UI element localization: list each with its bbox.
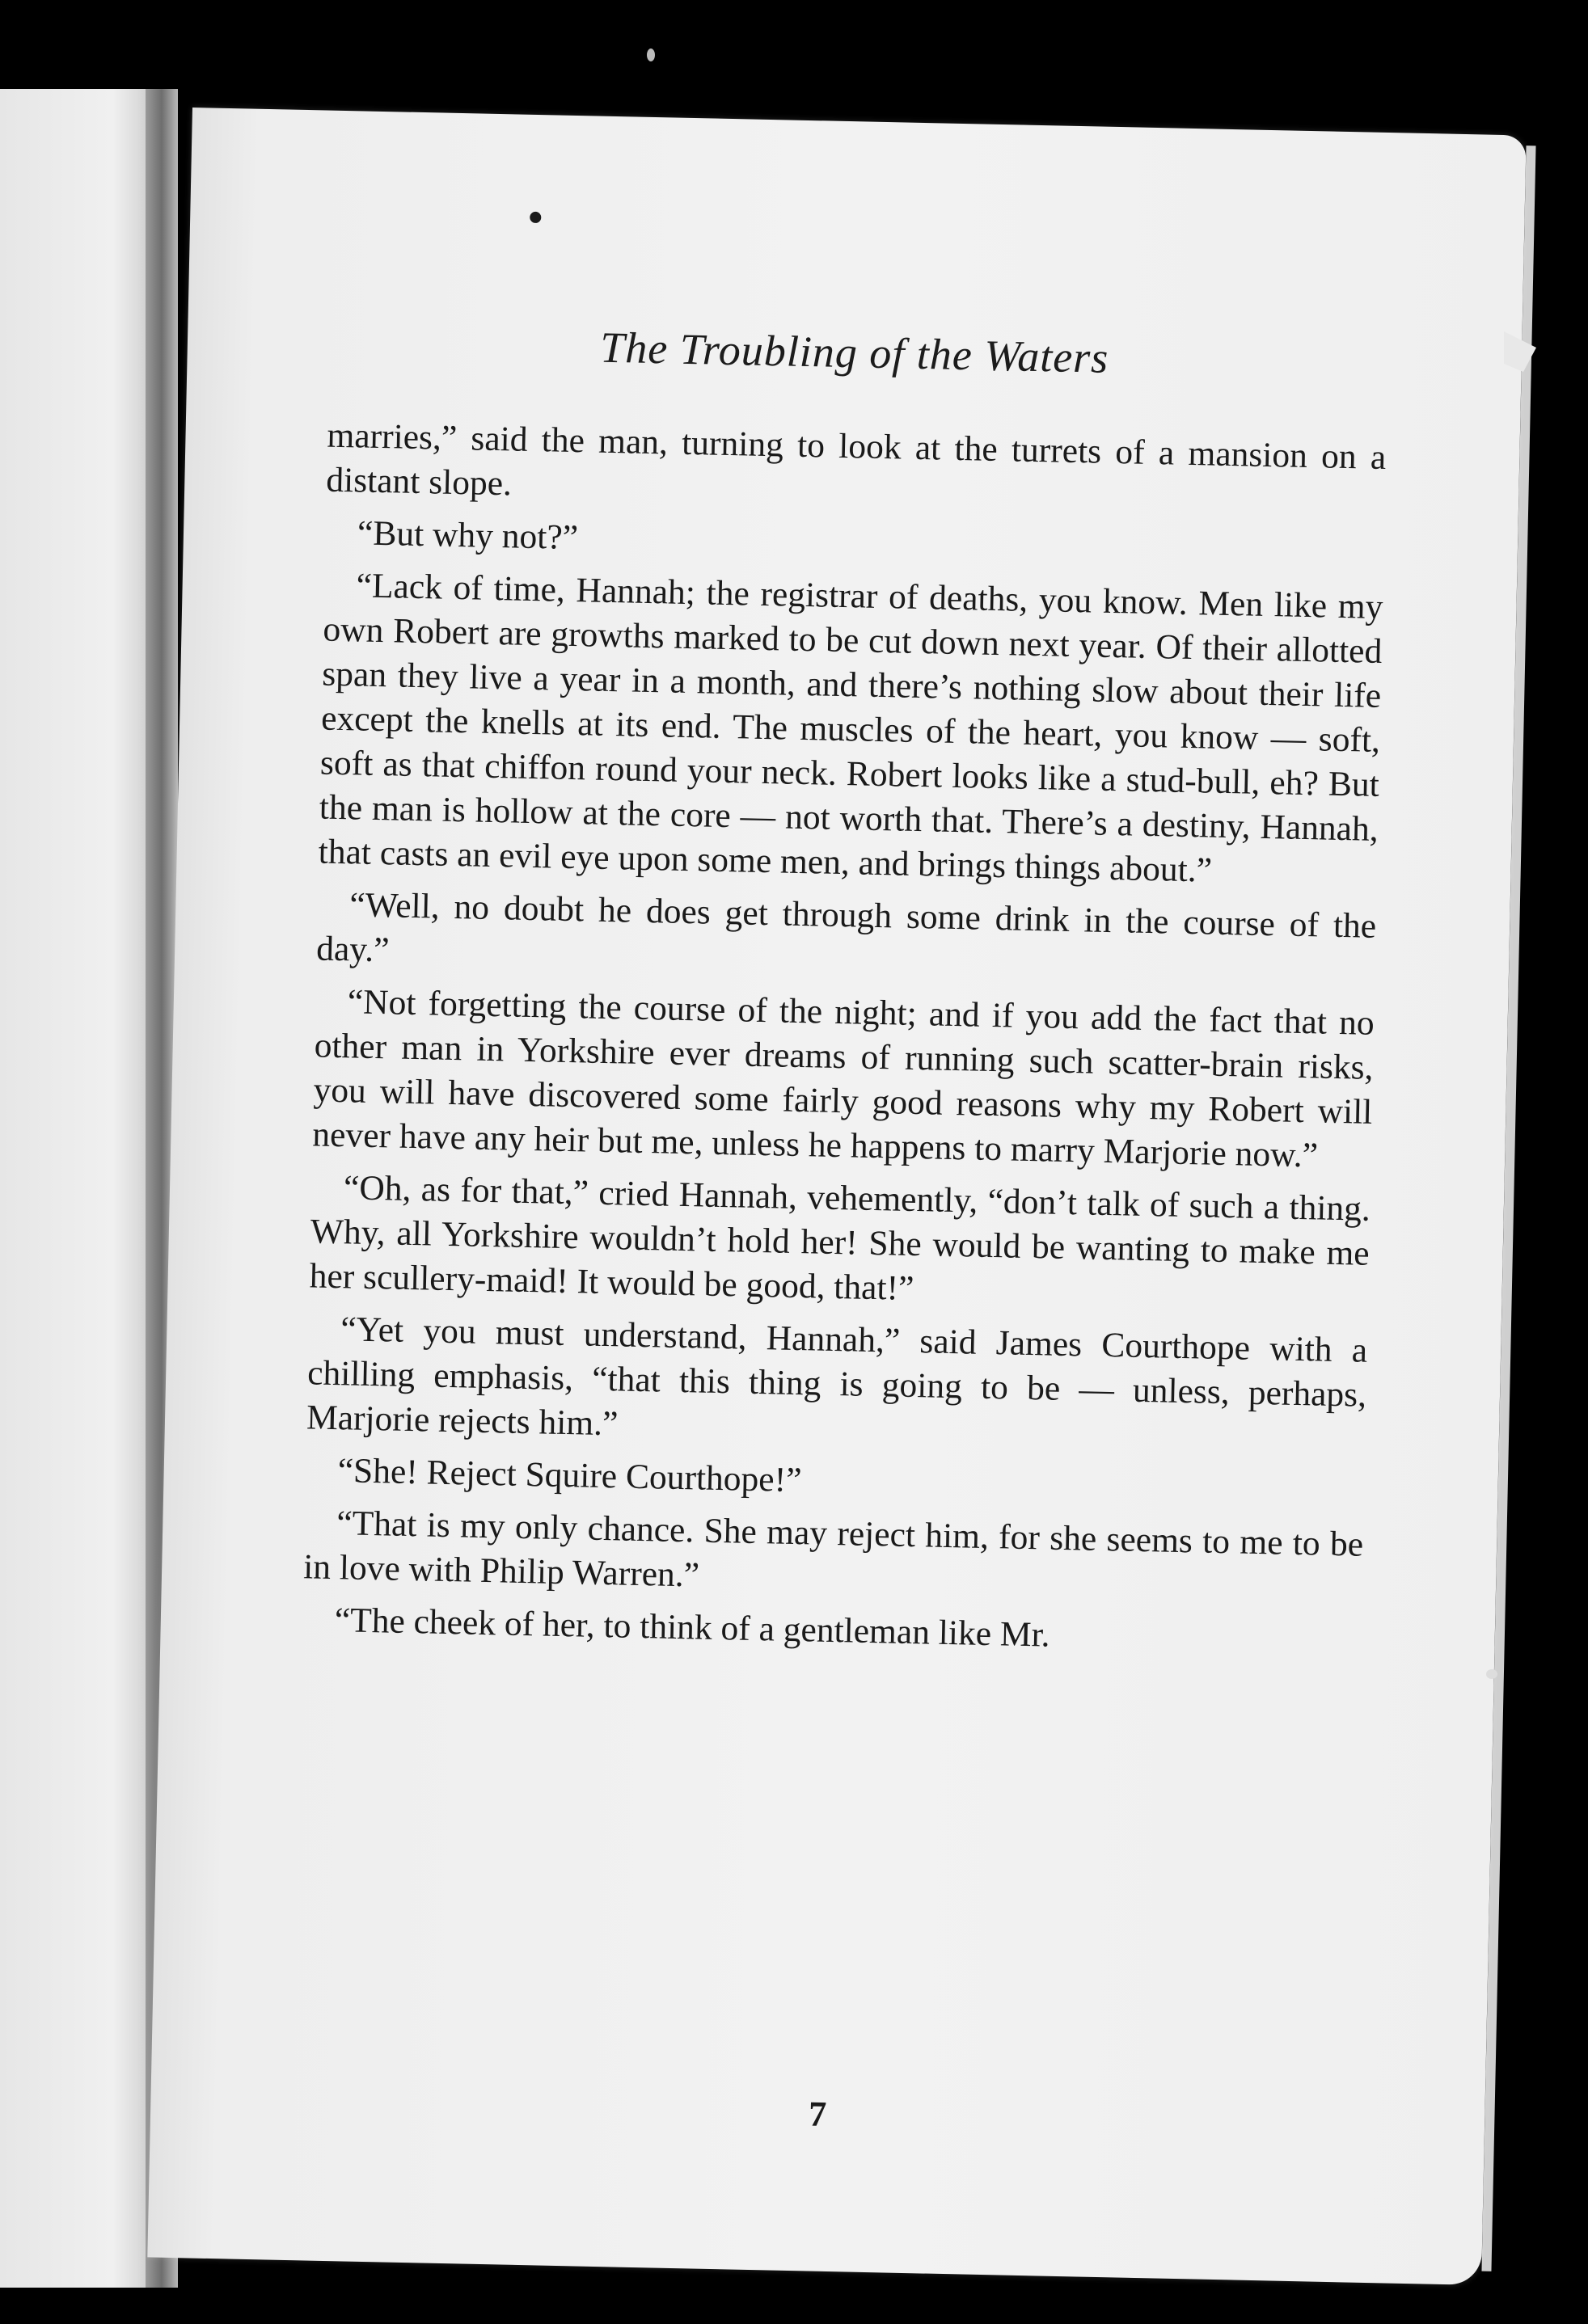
running-head: The Troubling of the Waters <box>599 323 1109 382</box>
paragraph: marries,” said the man, turning to look at the turrets of a mansion on a distant slope. <box>325 415 1387 504</box>
paragraph: “Lack of time, Hannah; the registrar of deaths, you know. Men like my own Robert are growths marked to be cut down next year. Of their allotted span they live a year in a month, and there’s nothing slow about their life except the knells at its end. The muscles of the heart, you know — soft, soft as that chiffon round your neck. Robert looks like a stud-bull, eh? But the man is hollow at the core — not worth that. There’s a destiny, Hannah, that casts an evil eye upon some men, and brings things about.” <box>318 566 1383 890</box>
paragraph: “Not forgetting the course of the night; and if you add the fact that no other man in Yorkshire ever dreams of running such scatter-brain risks, you will have discovered some fairly good reasons why my Robert will never have any heir but me, unless he happens to marry Marjorie now.” <box>311 982 1375 1175</box>
paragraph: “But why not?” <box>357 513 579 558</box>
paragraph: “That is my only chance. She may reject him, for she seems to me to be in love with Philip Warren.” <box>302 1504 1364 1595</box>
left-page-edge <box>0 89 162 2288</box>
paragraph: “She! Reject Squire Courthope!” <box>337 1451 802 1500</box>
paragraph: “The cheek of her, to think of a gentleman like Mr. <box>334 1601 1051 1655</box>
ink-speck <box>1486 1669 1497 1679</box>
paragraph: “Well, no doubt he does get through some drink in the course of the day.” <box>315 885 1377 970</box>
book-page <box>147 108 1526 2285</box>
ink-speck <box>647 49 655 61</box>
paragraph: “Yet you must understand, Hannah,” said James Courthope with a chilling emphasis, “that this thing is going to be — unless, perhaps, Marjorie rejects him.” <box>306 1310 1368 1444</box>
paragraph: “Oh, as for that,” cried Hannah, vehemently, “don’t talk of such a thing. Why, all Yorkshire wouldn’t hold her! She would be wanting to make me her scullery-maid! It would be good, that!” <box>309 1168 1371 1309</box>
ink-speck <box>530 212 541 223</box>
body-text <box>302 414 1387 1672</box>
page-number: 7 <box>808 2094 827 2134</box>
